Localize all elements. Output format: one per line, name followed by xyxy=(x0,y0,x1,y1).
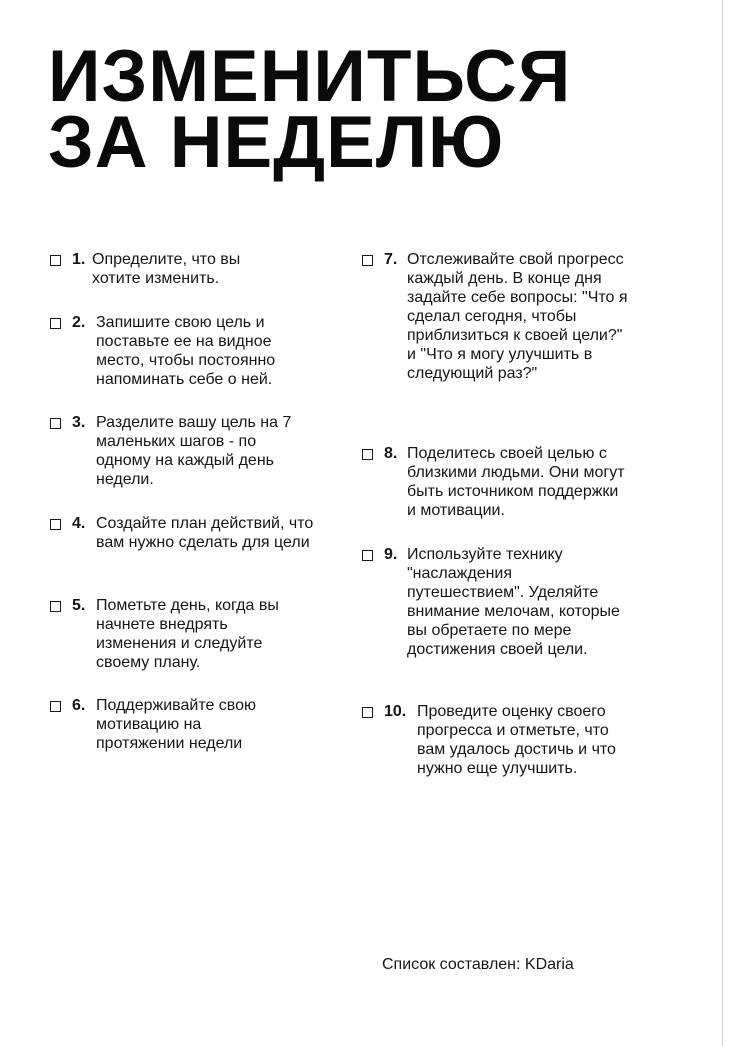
item-number: 8. xyxy=(384,445,398,462)
checklist-item-2 xyxy=(50,313,330,393)
checkbox[interactable] xyxy=(50,701,61,712)
page-title-line-1: ИЗМЕНИТЬСЯ xyxy=(48,36,572,117)
item-text: Пометьте день, когда вы начнете внедрять изменения и следуйте своему плану. xyxy=(96,597,279,671)
checklist-item-5 xyxy=(50,596,330,676)
checklist-item-3 xyxy=(50,413,330,493)
item-number: 4. xyxy=(72,515,86,532)
checkbox[interactable] xyxy=(50,318,61,329)
checklist-item-8 xyxy=(362,444,642,524)
item-number: 1. xyxy=(72,251,86,268)
checklist-item-4 xyxy=(50,514,330,574)
item-text: Поделитесь своей целью с близкими людьми. Они могут быть источником поддержки и мотивации. xyxy=(407,445,625,519)
page-title xyxy=(48,36,572,183)
item-text: Создайте план действий, что вам нужно сделать для цели xyxy=(96,515,314,551)
item-number: 10. xyxy=(384,703,407,720)
checkbox[interactable] xyxy=(362,707,373,718)
checklist-item-9 xyxy=(362,545,642,675)
checklist-item-10 xyxy=(362,702,642,802)
checkbox[interactable] xyxy=(50,255,61,266)
item-text: Отслеживайте свой прогресс каждый день. В конце дня задайте себе вопросы: "Что я сделал сегодня, чтобы приблизиться к своей цели?" и "Что я могу улучшить в следующий раз?" xyxy=(407,251,628,382)
item-text: Разделите вашу цель на 7 маленьких шагов - по одному на каждый день недели. xyxy=(96,414,292,488)
item-number: 5. xyxy=(72,597,86,614)
item-number: 7. xyxy=(384,251,398,268)
author-credit: Список составлен: KDaria xyxy=(382,956,574,973)
checkbox[interactable] xyxy=(50,418,61,429)
item-number: 9. xyxy=(384,546,398,563)
item-text: Поддерживайте свою мотивацию на протяжении недели xyxy=(96,697,257,752)
checklist-item-6 xyxy=(50,696,330,756)
checkbox[interactable] xyxy=(362,255,373,266)
checkbox[interactable] xyxy=(362,550,373,561)
item-text: Используйте технику "наслаждения путешествием". Уделяйте внимание мелочам, которые вы обретаете по мере достижения своей цели. xyxy=(407,546,620,658)
item-number: 6. xyxy=(72,697,86,714)
page-edge-line xyxy=(722,0,723,1046)
page-title-line-2: ЗА НЕДЕЛЮ xyxy=(48,102,505,183)
checklist-item-7 xyxy=(362,250,642,420)
item-text: Определите, что вы хотите изменить. xyxy=(92,251,241,287)
checkbox[interactable] xyxy=(50,601,61,612)
item-number: 3. xyxy=(72,414,86,431)
checkbox[interactable] xyxy=(362,449,373,460)
checklist-item-1 xyxy=(50,250,330,290)
item-number: 2. xyxy=(72,314,86,331)
item-text: Запишите свою цель и поставьте ее на видное место, чтобы постоянно напоминать себе о ней. xyxy=(96,314,276,388)
checkbox[interactable] xyxy=(50,519,61,530)
item-text: Проведите оценку своего прогресса и отметьте, что вам удалось достичь и что нужно еще улучшить. xyxy=(417,703,616,777)
